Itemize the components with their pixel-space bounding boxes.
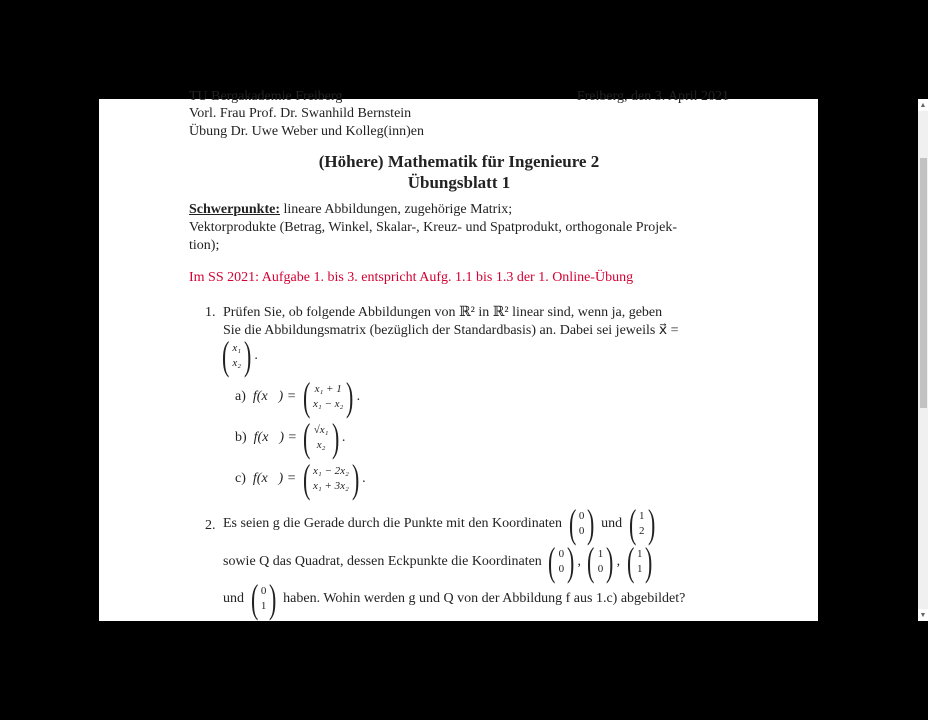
online-note: Im SS 2021: Aufgabe 1. bis 3. entspricht Aufg. 1.1 bis 1.3 der 1. Online-Übung <box>189 270 634 285</box>
focus-topics <box>189 201 729 255</box>
task1-number: 1. <box>205 305 216 320</box>
focus-label: Schwerpunkte: <box>189 202 281 217</box>
sheet-subtitle: Übungsblatt 1 <box>407 173 511 192</box>
header-clipped-line <box>189 89 729 103</box>
task1-line1: Prüfen Sie, ob folgende Abbildungen von ℝ² in ℝ² linear sind, wenn ja, geben <box>223 305 663 320</box>
task1-vector-x: ( x₁ x₂ ) . <box>221 333 258 378</box>
task2-line3: und ( 0 1 ) haben. Wohin werden g und Q von der Abbildung f aus 1.c) abgebildet? <box>223 576 686 621</box>
task1-line2: Sie die Abbildungsmatrix (bezüglich der Standardbasis) an. Dabei sei jeweils x⃗ = <box>223 323 679 338</box>
university-name: TU Bergakademie Freiberg <box>189 89 343 104</box>
task1-sub-c: c) f(x⃗) = ( x₁ − 2x₂ x₁ + 3x₂ ) . <box>235 456 366 501</box>
document-date: Freiberg, den 3. April 2021 <box>576 89 729 104</box>
task2-number: 2. <box>205 518 216 533</box>
scroll-up-button[interactable]: ▲ <box>919 101 927 109</box>
focus-line2: Vektorprodukte (Betrag, Winkel, Skalar-, Kreuz- und Spatprodukt, orthogonale Projek- <box>189 220 677 235</box>
task1-text <box>223 304 729 340</box>
task1-sub-b: b) f(x⃗) = ( √x₁ x₂ ) . <box>235 415 346 460</box>
scroll-down-button[interactable]: ▼ <box>919 611 927 619</box>
task2-line1: Es seien g die Gerade durch die Punkte mit den Koordinaten ( 0 0 ) und ( 1 2 ) <box>223 501 655 546</box>
task2-line2: sowie Q das Quadrat, dessen Eckpunkte die Koordinaten ( 0 0 ) , ( 1 0 ) , ( 1 1 ) <box>223 539 653 584</box>
sheet-title: (Höhere) Mathematik für Ingenieure 2 <box>318 152 600 171</box>
focus-line3: tion); <box>189 238 220 253</box>
task1-sub-a: a) f(x⃗) = ( x₁ + 1 x₁ − x₂ ) . <box>235 374 361 419</box>
lecture-line: Vorl. Frau Prof. Dr. Swanhild Bernstein <box>189 106 412 121</box>
pdf-viewer-page <box>99 89 818 621</box>
focus-text: lineare Abbildungen, zugehörige Matrix; <box>280 202 513 217</box>
scrollbar-thumb[interactable] <box>920 158 927 408</box>
exercise-line: Übung Dr. Uwe Weber und Kolleg(inn)en <box>189 124 425 139</box>
